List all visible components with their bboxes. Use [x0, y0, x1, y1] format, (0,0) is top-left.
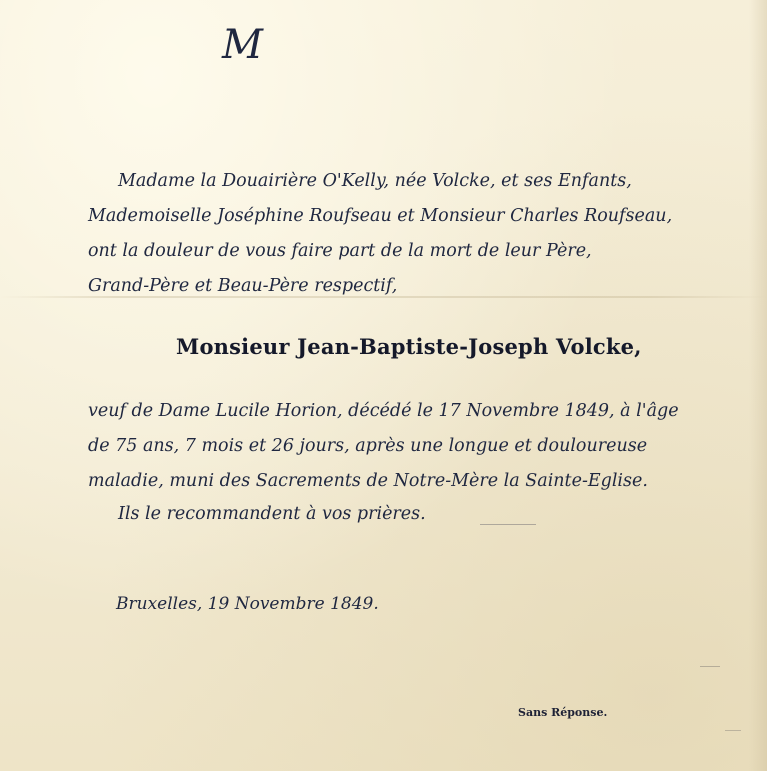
ornamental-dash — [700, 666, 720, 667]
body-line-3: maladie, muni des Sacrements de Notre-Mère la Sainte-Eglise. — [88, 471, 648, 491]
deceased-name: Monsieur Jean-Baptiste-Joseph Volcke, — [176, 334, 642, 359]
rsvp-note: Sans Réponse. — [518, 706, 608, 719]
announcement-line-4: Grand-Père et Beau-Père respectif, — [88, 276, 398, 296]
ornamental-dash — [480, 524, 536, 525]
body-line-1: veuf de Dame Lucile Horion, décédé le 17 Novembre 1849, à l'âge — [88, 401, 679, 421]
announcement-line-2: Mademoiselle Joséphine Roufseau et Monsieur Charles Roufseau, — [88, 206, 673, 226]
paper-edge-shadow — [749, 0, 767, 771]
announcement-line-3: ont la douleur de vous faire part de la mort de leur Père, — [88, 241, 592, 261]
salutation: M — [222, 22, 265, 68]
place-and-date: Bruxelles, 19 Novembre 1849. — [116, 594, 379, 614]
body-line-4: Ils le recommandent à vos prières. — [118, 504, 426, 524]
ornamental-dash — [725, 730, 741, 731]
announcement-line-1: Madame la Douairière O'Kelly, née Volcke, et ses Enfants, — [118, 171, 632, 191]
body-line-2: de 75 ans, 7 mois et 26 jours, après une longue et douloureuse — [88, 436, 648, 456]
